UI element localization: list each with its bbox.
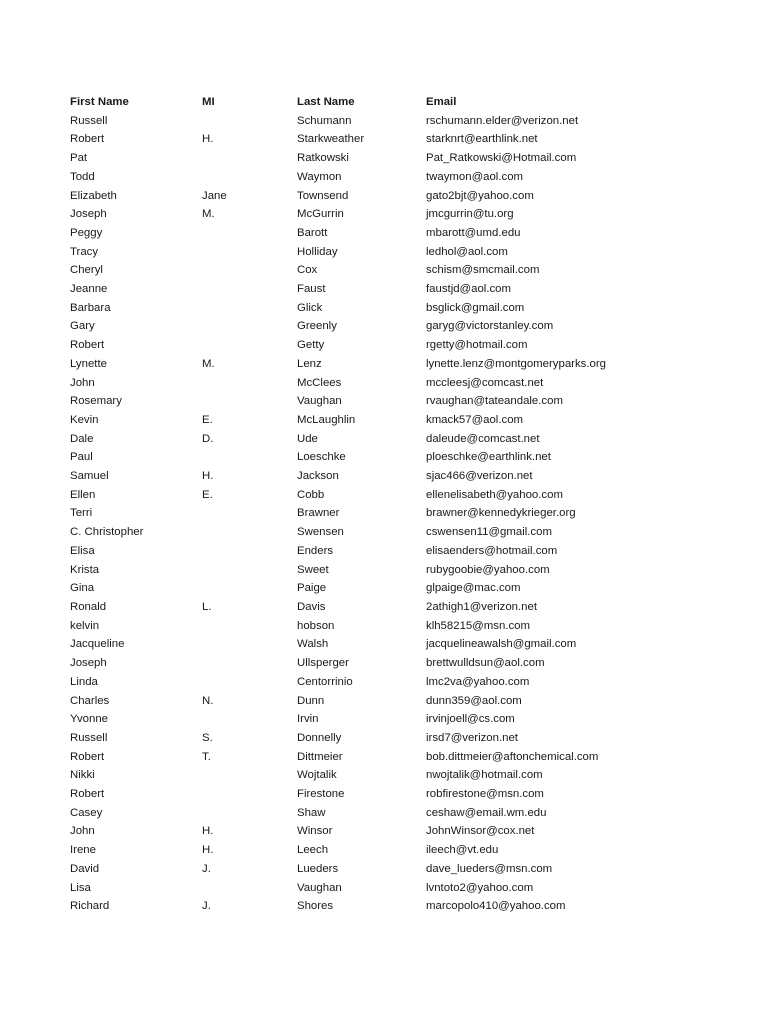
middle-initial-cell: H. xyxy=(202,470,214,483)
middle-initial-cell: J. xyxy=(202,900,211,913)
table-row xyxy=(70,355,706,374)
first-name-cell: Linda xyxy=(70,675,98,688)
first-name-cell: Jeanne xyxy=(70,283,108,296)
first-name-cell: Barbara xyxy=(70,301,111,314)
email-cell: garyg@victorstanley.com xyxy=(426,320,554,333)
middle-initial-cell: H. xyxy=(202,133,214,146)
first-name-cell: C. Christopher xyxy=(70,526,144,539)
table-row xyxy=(70,785,706,804)
first-name-cell: Russell xyxy=(70,114,108,127)
email-cell: Pat_Ratkowski@Hotmail.com xyxy=(426,152,577,165)
middle-initial-cell xyxy=(202,280,297,299)
last-name-cell: Ullsperger xyxy=(297,657,349,670)
first-name-cell: Joseph xyxy=(70,208,107,221)
middle-initial-cell xyxy=(202,766,297,785)
last-name-cell: Vaughan xyxy=(297,881,342,894)
email-cell: ceshaw@email.wm.edu xyxy=(426,806,547,819)
table-row xyxy=(70,673,706,692)
last-name-cell: Cox xyxy=(297,264,318,277)
table-row xyxy=(70,149,706,168)
email-cell: irvinjoell@cs.com xyxy=(426,713,515,726)
email-cell: mccleesj@comcast.net xyxy=(426,376,544,389)
middle-initial-cell xyxy=(202,579,297,598)
email-cell: lmc2va@yahoo.com xyxy=(426,675,530,688)
table-row xyxy=(70,710,706,729)
table-row xyxy=(70,579,706,598)
first-name-cell: Terri xyxy=(70,507,93,520)
email-cell: bob.dittmeier@aftonchemical.com xyxy=(426,750,599,763)
last-name-cell: Shaw xyxy=(297,806,326,819)
first-name-cell: Elizabeth xyxy=(70,189,117,202)
table-row xyxy=(70,243,706,262)
email-cell: brettwulldsun@aol.com xyxy=(426,657,545,670)
email-cell: daleude@comcast.net xyxy=(426,432,540,445)
header-first-name: First Name xyxy=(70,96,129,108)
last-name-cell: Irvin xyxy=(297,713,319,726)
middle-initial-cell: T. xyxy=(202,750,211,763)
first-name-cell: Yvonne xyxy=(70,713,109,726)
last-name-cell: Holliday xyxy=(297,245,338,258)
table-row xyxy=(70,112,706,131)
middle-initial-cell xyxy=(202,673,297,692)
email-cell: dave_lueders@msn.com xyxy=(426,862,553,875)
middle-initial-cell xyxy=(202,523,297,542)
last-name-cell: Sweet xyxy=(297,563,329,576)
first-name-cell: Kevin xyxy=(70,413,99,426)
table-row xyxy=(70,897,706,916)
email-cell: jmcgurrin@tu.org xyxy=(426,208,514,221)
middle-initial-cell xyxy=(202,879,297,898)
middle-initial-cell xyxy=(202,504,297,523)
last-name-cell: Brawner xyxy=(297,507,340,520)
table-row xyxy=(70,766,706,785)
middle-initial-cell xyxy=(202,261,297,280)
table-row xyxy=(70,224,706,243)
email-cell: ledhol@aol.com xyxy=(426,245,508,258)
first-name-cell: Dale xyxy=(70,432,94,445)
first-name-cell: Todd xyxy=(70,170,95,183)
email-cell: gato2bjt@yahoo.com xyxy=(426,189,534,202)
email-cell: glpaige@mac.com xyxy=(426,582,521,595)
first-name-cell: Nikki xyxy=(70,769,95,782)
middle-initial-cell: N. xyxy=(202,694,214,707)
last-name-cell: Davis xyxy=(297,600,326,613)
table-row xyxy=(70,841,706,860)
first-name-cell: Paul xyxy=(70,451,93,464)
email-cell: rschumann.elder@verizon.net xyxy=(426,114,579,127)
last-name-cell: Starkweather xyxy=(297,133,365,146)
first-name-cell: Pat xyxy=(70,152,88,165)
first-name-cell: Cheryl xyxy=(70,264,103,277)
first-name-cell: Casey xyxy=(70,806,103,819)
middle-initial-cell: H. xyxy=(202,825,214,838)
table-row xyxy=(70,692,706,711)
table-row xyxy=(70,374,706,393)
email-cell: dunn359@aol.com xyxy=(426,694,522,707)
email-cell: rgetty@hotmail.com xyxy=(426,339,528,352)
contact-table xyxy=(70,93,706,916)
last-name-cell: Ude xyxy=(297,432,318,445)
first-name-cell: Rosemary xyxy=(70,395,122,408)
last-name-cell: Lenz xyxy=(297,357,322,370)
middle-initial-cell xyxy=(202,374,297,393)
middle-initial-cell xyxy=(202,654,297,673)
first-name-cell: Irene xyxy=(70,844,96,857)
middle-initial-cell xyxy=(202,243,297,262)
middle-initial-cell xyxy=(202,392,297,411)
table-row xyxy=(70,168,706,187)
middle-initial-cell xyxy=(202,561,297,580)
last-name-cell: Winsor xyxy=(297,825,333,838)
last-name-cell: Enders xyxy=(297,544,334,557)
last-name-cell: Greenly xyxy=(297,320,337,333)
first-name-cell: Krista xyxy=(70,563,100,576)
email-cell: brawner@kennedykrieger.org xyxy=(426,507,576,520)
email-cell: elisaenders@hotmail.com xyxy=(426,544,558,557)
last-name-cell: Swensen xyxy=(297,526,344,539)
last-name-cell: Walsh xyxy=(297,638,329,651)
last-name-cell: Faust xyxy=(297,283,326,296)
last-name-cell: McClees xyxy=(297,376,342,389)
table-row xyxy=(70,448,706,467)
table-row xyxy=(70,654,706,673)
email-cell: kmack57@aol.com xyxy=(426,413,524,426)
table-row xyxy=(70,598,706,617)
middle-initial-cell: M. xyxy=(202,357,215,370)
last-name-cell: Jackson xyxy=(297,470,339,483)
table-row xyxy=(70,523,706,542)
table-row xyxy=(70,542,706,561)
email-cell: sjac466@verizon.net xyxy=(426,470,533,483)
middle-initial-cell xyxy=(202,149,297,168)
last-name-cell: Donnelly xyxy=(297,731,342,744)
last-name-cell: Paige xyxy=(297,582,327,595)
email-cell: irsd7@verizon.net xyxy=(426,731,518,744)
email-cell: twaymon@aol.com xyxy=(426,170,524,183)
table-row xyxy=(70,280,706,299)
last-name-cell: McGurrin xyxy=(297,208,344,221)
last-name-cell: McLaughlin xyxy=(297,413,356,426)
first-name-cell: Lisa xyxy=(70,881,91,894)
last-name-cell: Cobb xyxy=(297,488,325,501)
middle-initial-cell xyxy=(202,299,297,318)
middle-initial-cell xyxy=(202,804,297,823)
middle-initial-cell: E. xyxy=(202,488,213,501)
first-name-cell: Gina xyxy=(70,582,95,595)
first-name-cell: John xyxy=(70,825,95,838)
table-row xyxy=(70,187,706,206)
email-cell: marcopolo410@yahoo.com xyxy=(426,900,566,913)
table-row xyxy=(70,561,706,580)
first-name-cell: Joseph xyxy=(70,657,107,670)
table-row xyxy=(70,504,706,523)
middle-initial-cell: Jane xyxy=(202,189,227,202)
header-row xyxy=(70,93,706,112)
middle-initial-cell xyxy=(202,224,297,243)
email-cell: ellenelisabeth@yahoo.com xyxy=(426,488,563,501)
email-cell: starknrt@earthlink.net xyxy=(426,133,538,146)
middle-initial-cell xyxy=(202,635,297,654)
table-row xyxy=(70,822,706,841)
middle-initial-cell: L. xyxy=(202,600,212,613)
first-name-cell: Russell xyxy=(70,731,108,744)
middle-initial-cell: D. xyxy=(202,432,214,445)
middle-initial-cell: S. xyxy=(202,731,213,744)
last-name-cell: Dunn xyxy=(297,694,325,707)
last-name-cell: Glick xyxy=(297,301,323,314)
last-name-cell: Dittmeier xyxy=(297,750,343,763)
first-name-cell: Gary xyxy=(70,320,95,333)
middle-initial-cell xyxy=(202,317,297,336)
middle-initial-cell: E. xyxy=(202,413,213,426)
middle-initial-cell xyxy=(202,710,297,729)
email-cell: faustjd@aol.com xyxy=(426,283,512,296)
table-row xyxy=(70,430,706,449)
first-name-cell: Richard xyxy=(70,900,110,913)
first-name-cell: Ronald xyxy=(70,600,107,613)
last-name-cell: Loeschke xyxy=(297,451,346,464)
last-name-cell: Townsend xyxy=(297,189,349,202)
middle-initial-cell xyxy=(202,168,297,187)
last-name-cell: Waymon xyxy=(297,170,342,183)
first-name-cell: Robert xyxy=(70,339,105,352)
last-name-cell: Barott xyxy=(297,226,328,239)
table-row xyxy=(70,317,706,336)
first-name-cell: Elisa xyxy=(70,544,95,557)
email-cell: klh58215@msn.com xyxy=(426,619,531,632)
middle-initial-cell: H. xyxy=(202,844,214,857)
table-row xyxy=(70,205,706,224)
email-cell: jacquelineawalsh@gmail.com xyxy=(426,638,577,651)
first-name-cell: Robert xyxy=(70,788,105,801)
middle-initial-cell xyxy=(202,112,297,131)
last-name-cell: Ratkowski xyxy=(297,152,349,165)
middle-initial-cell xyxy=(202,542,297,561)
middle-initial-cell: M. xyxy=(202,208,215,221)
last-name-cell: Wojtalik xyxy=(297,769,337,782)
header-middle-initial: MI xyxy=(202,96,215,108)
table-row xyxy=(70,748,706,767)
table-row xyxy=(70,879,706,898)
first-name-cell: Samuel xyxy=(70,470,109,483)
table-row xyxy=(70,729,706,748)
last-name-cell: Leech xyxy=(297,844,329,857)
first-name-cell: Lynette xyxy=(70,357,107,370)
last-name-cell: Schumann xyxy=(297,114,352,127)
table-row xyxy=(70,486,706,505)
first-name-cell: Charles xyxy=(70,694,110,707)
last-name-cell: hobson xyxy=(297,619,335,632)
last-name-cell: Vaughan xyxy=(297,395,342,408)
table-row xyxy=(70,860,706,879)
last-name-cell: Firestone xyxy=(297,788,345,801)
last-name-cell: Centorrinio xyxy=(297,675,353,688)
email-cell: rubygoobie@yahoo.com xyxy=(426,563,550,576)
last-name-cell: Getty xyxy=(297,339,325,352)
middle-initial-cell xyxy=(202,617,297,636)
first-name-cell: kelvin xyxy=(70,619,100,632)
middle-initial-cell xyxy=(202,336,297,355)
table-row xyxy=(70,467,706,486)
last-name-cell: Shores xyxy=(297,900,334,913)
first-name-cell: Jacqueline xyxy=(70,638,125,651)
table-body xyxy=(70,112,706,916)
email-cell: ploeschke@earthlink.net xyxy=(426,451,551,464)
email-cell: bsglick@gmail.com xyxy=(426,301,525,314)
email-cell: 2athigh1@verizon.net xyxy=(426,600,537,613)
email-cell: ileech@vt.edu xyxy=(426,844,499,857)
email-cell: JohnWinsor@cox.net xyxy=(426,825,535,838)
email-cell: schism@smcmail.com xyxy=(426,264,540,277)
table-row xyxy=(70,617,706,636)
first-name-cell: David xyxy=(70,862,100,875)
table-row xyxy=(70,130,706,149)
first-name-cell: Robert xyxy=(70,750,105,763)
table-row xyxy=(70,336,706,355)
email-cell: lvntoto2@yahoo.com xyxy=(426,881,534,894)
table-row xyxy=(70,635,706,654)
last-name-cell: Lueders xyxy=(297,862,339,875)
email-cell: lynette.lenz@montgomeryparks.org xyxy=(426,357,606,370)
first-name-cell: Ellen xyxy=(70,488,96,501)
first-name-cell: Robert xyxy=(70,133,105,146)
email-cell: mbarott@umd.edu xyxy=(426,226,521,239)
table-row xyxy=(70,299,706,318)
first-name-cell: Peggy xyxy=(70,226,103,239)
middle-initial-cell: J. xyxy=(202,862,211,875)
table-row xyxy=(70,804,706,823)
table-row xyxy=(70,261,706,280)
email-cell: rvaughan@tateandale.com xyxy=(426,395,563,408)
middle-initial-cell xyxy=(202,785,297,804)
email-cell: cswensen11@gmail.com xyxy=(426,526,552,539)
table-row xyxy=(70,392,706,411)
header-last-name: Last Name xyxy=(297,96,355,108)
email-cell: nwojtalik@hotmail.com xyxy=(426,769,543,782)
middle-initial-cell xyxy=(202,448,297,467)
table-row xyxy=(70,411,706,430)
first-name-cell: John xyxy=(70,376,95,389)
email-cell: robfirestone@msn.com xyxy=(426,788,544,801)
first-name-cell: Tracy xyxy=(70,245,99,258)
header-email: Email xyxy=(426,96,457,108)
